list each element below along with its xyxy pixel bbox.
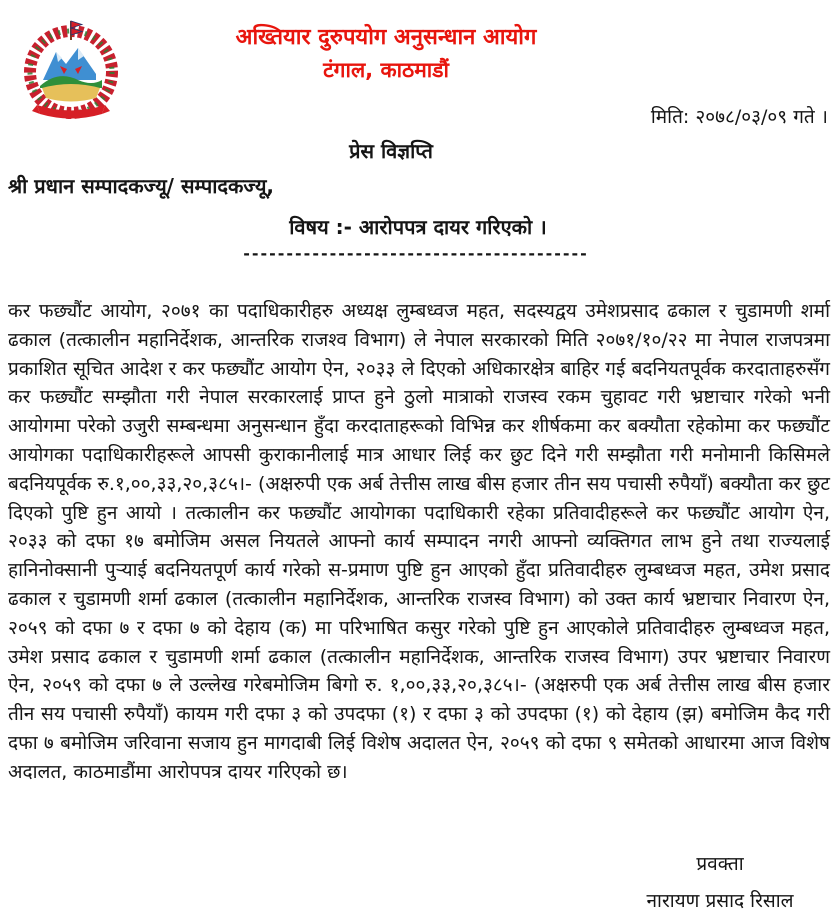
date-line: मिति: २०७८/०३/०९ गते । [650, 106, 828, 128]
subject-underline: ---------------------------------------- [243, 244, 589, 263]
signature-name: नारायण प्रसाद रिसाल [646, 890, 794, 912]
org-name-title: अख्तियार दुरुपयोग अनुसन्धान आयोग [235, 25, 537, 50]
signature-block [600, 850, 840, 913]
letterhead [0, 24, 772, 85]
subject-line: विषय :- आरोपपत्र दायर गरिएको । [289, 215, 547, 239]
body-paragraph: कर फछ्यौंट आयोग, २०७१ का पदाधिकारीहरु अध्यक्ष लुम्बध्वज महत, सदस्यद्वय उमेशप्रसाद ढकाल र चुडामणी शर्मा ढकाल (तत्कालीन महानिर्देशक, आन्तरिक राजश्व विभाग) ले नेपाल सरकारको मिति २०७१/१०/२२ मा नेपाल राजपत्रमा प्रकाशित सूचित आदेश र कर फछ्यौंट आयोग ऐन, २०३३ ले दिएको अधिकारक्षेत्र बाहिर गई बदनियतपूर्वक करदाताहरुसँग कर फछ्यौंट सम्झौता गरी नेपाल सरकारलाई प्राप्त हुने ठुलो मात्राको राजस्व रकम चुहावट गरी भ्रष्टाचार गरेको भनी आयोगमा परेको उजुरी सम्बन्धमा अनुसन्धान हुँदा करदाताहरूको विभिन्न कर शीर्षकमा कर बक्यौता रहेकोमा कर फछ्यौंट आयोगका पदाधिकारीहरूले आपसी कुराकानीलाई मात्र आधार लिई कर छुट दिने गरी सम्झौता गरी मनोमानी किसिमले बदनियपूर्वक रु.१,००,३३,२०,३८५।- (अक्षरुपी एक अर्ब तेत्तीस लाख बीस हजार तीन सय पचासी रुपैयाँ) बक्यौता कर छुट दिएको पुष्टि हुन आयो । तत्कालीन कर फछ्यौंट आयोगका पदाधिकारी रहेका प्रतिवादीहरूले कर फछ्यौंट आयोग ऐन, २०३३ को दफा १७ बमोजिम असल नियतले आफ्नो कार्य सम्पादन नगरी आफ्नो व्यक्तिगत लाभ हुने तथा राज्यलाई हानिनोक्सानी पुऱ्याई बदनियतपूर्ण कार्य गरेको स-प्रमाण पुष्टि हुन आएको हुँदा प्रतिवादीहरु लुम्बध्वज महत, उमेश प्रसाद ढकाल र चुडामणी शर्मा ढकाल (तत्कालीन महानिर्देशक, आन्तरिक राजस्व विभाग) को उक्त कार्य भ्रष्टाचार निवारण ऐन, २०५९ को दफा ७ र दफा ७ को देहाय (क) मा परिभाषित कसुर गरेको पुष्टि हुन आएकोले प्रतिवादीहरु लुम्बध्वज महत, उमेश प्रसाद ढकाल र चुडामणी शर्मा ढकाल (तत्कालीन महानिर्देशक, आन्तरिक राजस्व विभाग) उपर भ्रष्टाचार निवारण ऐन, २०५९ को दफा ७ ले उल्लेख गरेबमोजिम बिगो रु. १,००,३३,२०,३८५।- (अक्षरुपी एक अर्ब तेत्तीस लाख बीस हजार तीन सय पचासी रुपैयाँ) कायम गरी दफा ३ को उपदफा (१) र दफा ३ को उपदफा (१) को देहाय (झ) बमोजिम कैद गरी दफा ७ बमोजिम जरिवाना सजाय हुन मागदाबी लिई विशेष अदालत ऐन, २०५९ को दफा ९ समेतको आधारमा आज विशेष अदालत, काठमाडौंमा आरोपपत्र दायर गरिएको छ। [8, 300, 830, 783]
org-address: टंगाल, काठमाडौं [323, 58, 449, 82]
signature-title: प्रवक्ता [696, 853, 744, 875]
addressee-line: श्री प्रधान सम्पादकज्यू/ सम्पादकज्यू, [8, 174, 275, 198]
press-release-heading: प्रेस विज्ञप्ति [349, 139, 433, 163]
